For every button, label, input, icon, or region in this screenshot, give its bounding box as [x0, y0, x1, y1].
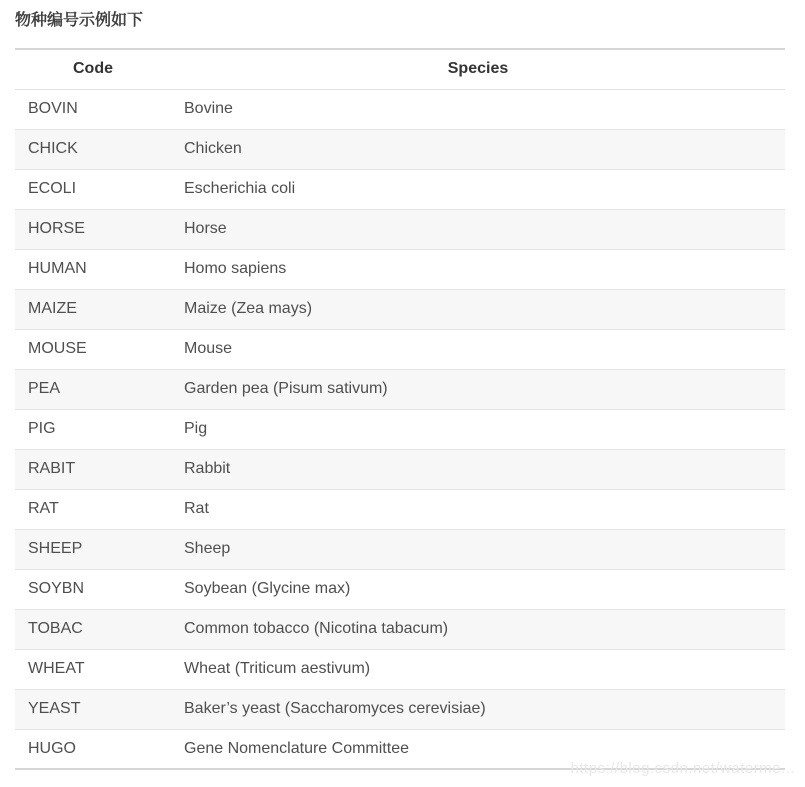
table-row [15, 489, 785, 529]
table-row [15, 129, 785, 169]
cell-code: HUMAN [15, 249, 171, 289]
cell-code: SOYBN [15, 569, 171, 609]
cell-species: Baker’s yeast (Saccharomyces cerevisiae) [171, 689, 785, 729]
cell-species: Chicken [171, 129, 785, 169]
table-header-row [15, 49, 785, 89]
cell-code: SHEEP [15, 529, 171, 569]
cell-species: Bovine [171, 89, 785, 129]
species-code-table [15, 48, 785, 770]
cell-species: Homo sapiens [171, 249, 785, 289]
table-body [15, 89, 785, 769]
watermark-text: https://blog.csdn.net/waterme... [570, 760, 795, 777]
table-row [15, 329, 785, 369]
cell-code: TOBAC [15, 609, 171, 649]
cell-species: Horse [171, 209, 785, 249]
cell-species: Rat [171, 489, 785, 529]
column-header-code: Code [15, 49, 171, 89]
cell-species: Escherichia coli [171, 169, 785, 209]
table-row [15, 169, 785, 209]
table-row [15, 209, 785, 249]
cell-code: PIG [15, 409, 171, 449]
table-row [15, 409, 785, 449]
species-code-table-container [15, 48, 785, 770]
table-row [15, 369, 785, 409]
table-row [15, 649, 785, 689]
table-row [15, 689, 785, 729]
cell-code: RABIT [15, 449, 171, 489]
cell-code: MOUSE [15, 329, 171, 369]
table-header [15, 49, 785, 89]
table-row [15, 529, 785, 569]
cell-code: HORSE [15, 209, 171, 249]
cell-code: MAIZE [15, 289, 171, 329]
cell-code: ECOLI [15, 169, 171, 209]
cell-species: Gene Nomenclature Committee [171, 729, 785, 769]
cell-species: Sheep [171, 529, 785, 569]
cell-species: Mouse [171, 329, 785, 369]
cell-code: BOVIN [15, 89, 171, 129]
cell-species: Wheat (Triticum aestivum) [171, 649, 785, 689]
cell-species: Pig [171, 409, 785, 449]
cell-code: WHEAT [15, 649, 171, 689]
cell-code: CHICK [15, 129, 171, 169]
table-row [15, 249, 785, 289]
cell-species: Maize (Zea mays) [171, 289, 785, 329]
cell-species: Common tobacco (Nicotina tabacum) [171, 609, 785, 649]
table-row [15, 89, 785, 129]
table-row [15, 569, 785, 609]
section-heading: 物种编号示例如下 [15, 10, 144, 29]
column-header-species: Species [171, 49, 785, 89]
cell-species: Garden pea (Pisum sativum) [171, 369, 785, 409]
cell-code: PEA [15, 369, 171, 409]
cell-code: YEAST [15, 689, 171, 729]
cell-species: Soybean (Glycine max) [171, 569, 785, 609]
table-row [15, 609, 785, 649]
table-row [15, 449, 785, 489]
cell-code: HUGO [15, 729, 171, 769]
table-row [15, 289, 785, 329]
cell-species: Rabbit [171, 449, 785, 489]
cell-code: RAT [15, 489, 171, 529]
